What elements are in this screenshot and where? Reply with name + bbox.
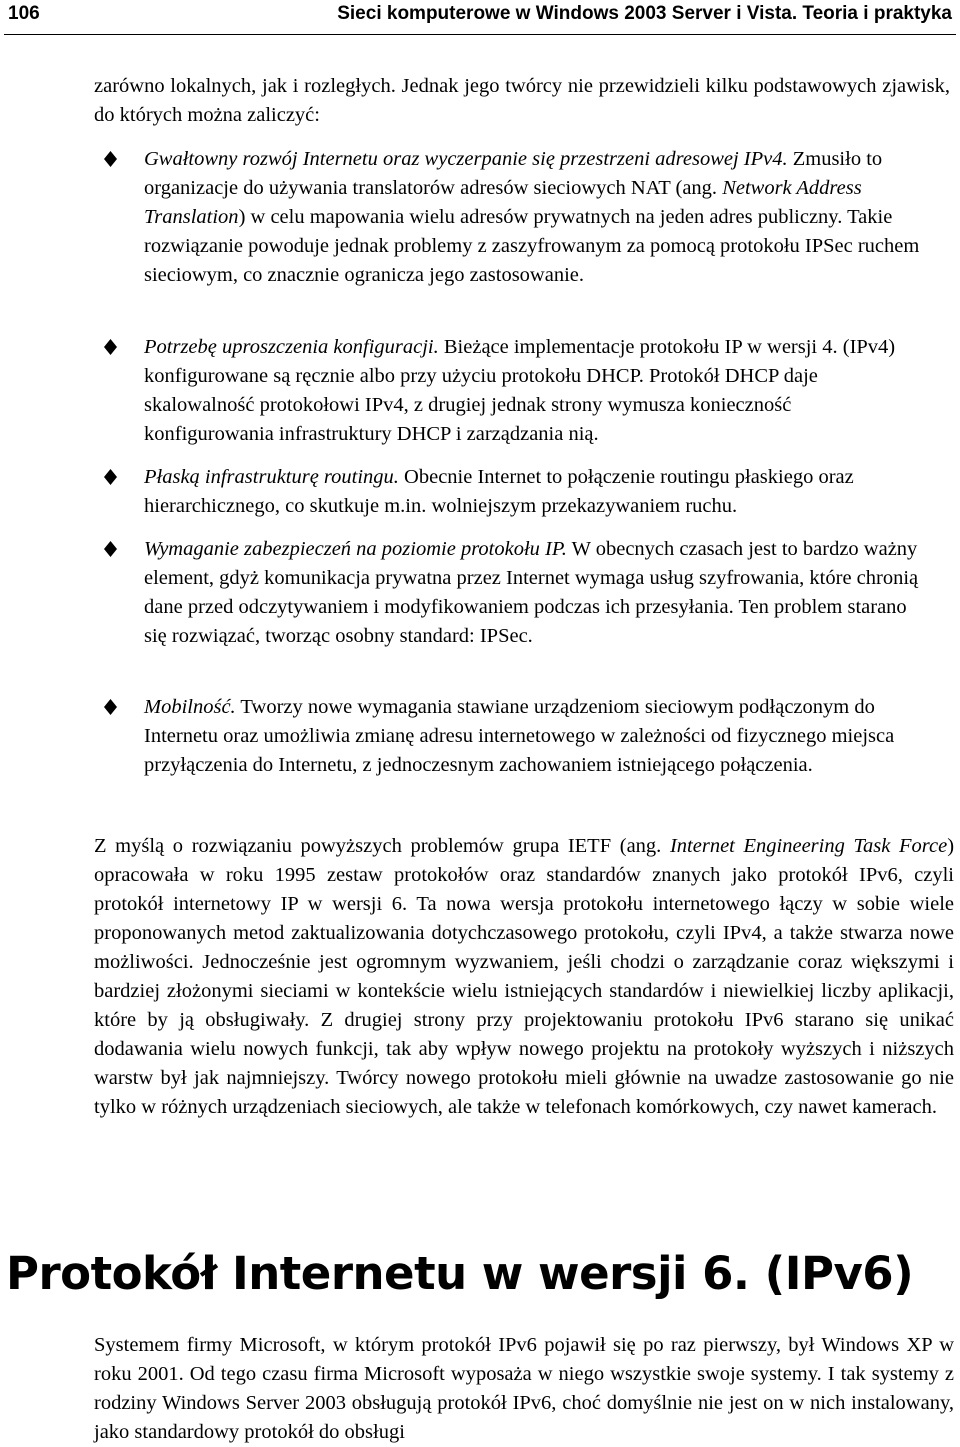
- section-paragraph: Systemem firmy Microsoft, w którym protokół IPv6 pojawił się po raz pierwszy, był Windows XP w roku 2001. Od tego czasu firma Microsoft wyposaża w niego wszystkie swoje systemy. I tak systemy z rodziny Windows Server 2003 obsługują protokół IPv6, choć domyślnie nie jest on w nich instalowany, jako standardowy protokół do obsługi: [94, 1334, 954, 1443]
- diamond-bullet-icon: [104, 151, 117, 167]
- diamond-bullet-icon: [104, 699, 117, 715]
- list-item-text: Gwałtowny rozwój Internetu oraz wyczerpanie się przestrzeni adresowej IPv4. Zmusiło to organizacje do używania translatorów adresów sieciowych NAT (ang. Network Address Translation) w celu mapowania wielu adresów prywatnych na jeden adres publiczny. Takie rozwiązanie powoduje jednak problemy z zaszyfrowanym za pomocą protokołu IPSec ruchem sieciowym, co znacznie ogranicza jego zastosowanie.: [144, 148, 920, 286]
- term-network-address-translation: Network Address Translation: [144, 177, 862, 228]
- diamond-bullet-icon: [104, 469, 117, 485]
- list-item-text: Potrzebę uproszczenia konfiguracji. Bieżące implementacje protokołu IP w wersji 4. (IPv4) konfigurowane są ręcznie albo przy użyciu protokołu DHCP. Protokół DHCP daje skalowalność protokołowi IPv4, z drugiej jednak strony wymusza konieczność konfigurowania infrastruktury DHCP i zarządzania nią.: [144, 336, 896, 445]
- list-item-text: Wymaganie zabezpieczeń na poziomie protokołu IP. W obecnych czasach jest to bardzo ważny element, gdyż komunikacja prywatna przez Internet wymaga usług szyfrowania, które chronią dane przed odczytywaniem i modyfikowaniem podczas ich przesyłania. Ten problem starano się rozwiązać, tworząc osobny standard: IPSec.: [144, 538, 919, 647]
- diamond-bullet-icon: [104, 339, 117, 355]
- list-item-lead: Mobilność.: [144, 696, 236, 718]
- list-item-text: Mobilność. Tworzy nowe wymagania stawiane urządzeniom sieciowym podłączonym do Internetu oraz umożliwia zmianę adresu internetowego w zależności od fizycznego miejsca przyłączenia do Internetu, z jednoczesnym zachowaniem istniejącego połączenia.: [144, 696, 895, 776]
- list-item-lead: Płaską infrastrukturę routingu.: [144, 466, 399, 488]
- intro-paragraph: zarówno lokalnych, jak i rozległych. Jednak jego twórcy nie przewidzieli kilku podstawowych zjawisk, do których można zaliczyć:: [94, 75, 950, 126]
- page-number: 106: [8, 3, 40, 24]
- list-item-lead: Potrzebę uproszczenia konfiguracji.: [144, 336, 439, 358]
- section-heading: Protokół Internetu w wersji 6. (IPv6): [6, 1247, 914, 1300]
- term-internet-engineering-task-force: Internet Engineering Task Force: [669, 835, 948, 857]
- header-rule: [4, 34, 956, 35]
- list-item-lead: Wymaganie zabezpieczeń na poziomie protokołu IP.: [144, 538, 567, 560]
- diamond-bullet-icon: [104, 541, 117, 557]
- closing-paragraph: Z myślą o rozwiązaniu powyższych problemów grupa IETF (ang. Internet Engineering Task Force) opracowała w roku 1995 zestaw protokołów oraz standardów znanych jako protokół IPv6, czyli protokół internetowy IP w wersji 6. Ta nowa wersja protokołu internetowego łączy w sobie wiele proponowanych metod zaktualizowania dotychczasowego protokołu, czyli IPv4, a także stwarza nowe możliwości. Jednocześnie jest ogromnym wyzwaniem, jeśli chodzi o zarządzanie coraz większymi i bardziej złożonymi sieciami w kontekście wielu istniejących standardów i niewielkiej liczby aplikacji, które by ją obsługiwały. Z drugiej strony przy projektowaniu protokołu IPv6 starano się unikać dodawania wielu nowych funkcji, tak aby wpływ nowego projektu na protokoły wyższych i niższych warstw był jak najmniejszy. Twórcy nowego protokołu mieli głównie na uwadze zastosowanie go nie tylko w różnych urządzeniach sieciowych, ale także w telefonach komórkowych, czy nawet kamerach.: [94, 835, 955, 1118]
- running-header: [0, 0, 960, 36]
- list-item-text: Płaską infrastrukturę routingu. Obecnie Internet to połączenie routingu płaskiego oraz hierarchicznego, co skutkuje m.in. wolniejszym przekazywaniem ruchu.: [144, 466, 854, 517]
- list-item-lead: Gwałtowny rozwój Internetu oraz wyczerpanie się przestrzeni adresowej IPv4.: [144, 148, 788, 170]
- book-title: Sieci komputerowe w Windows 2003 Server i Vista. Teoria i praktyka: [337, 3, 952, 24]
